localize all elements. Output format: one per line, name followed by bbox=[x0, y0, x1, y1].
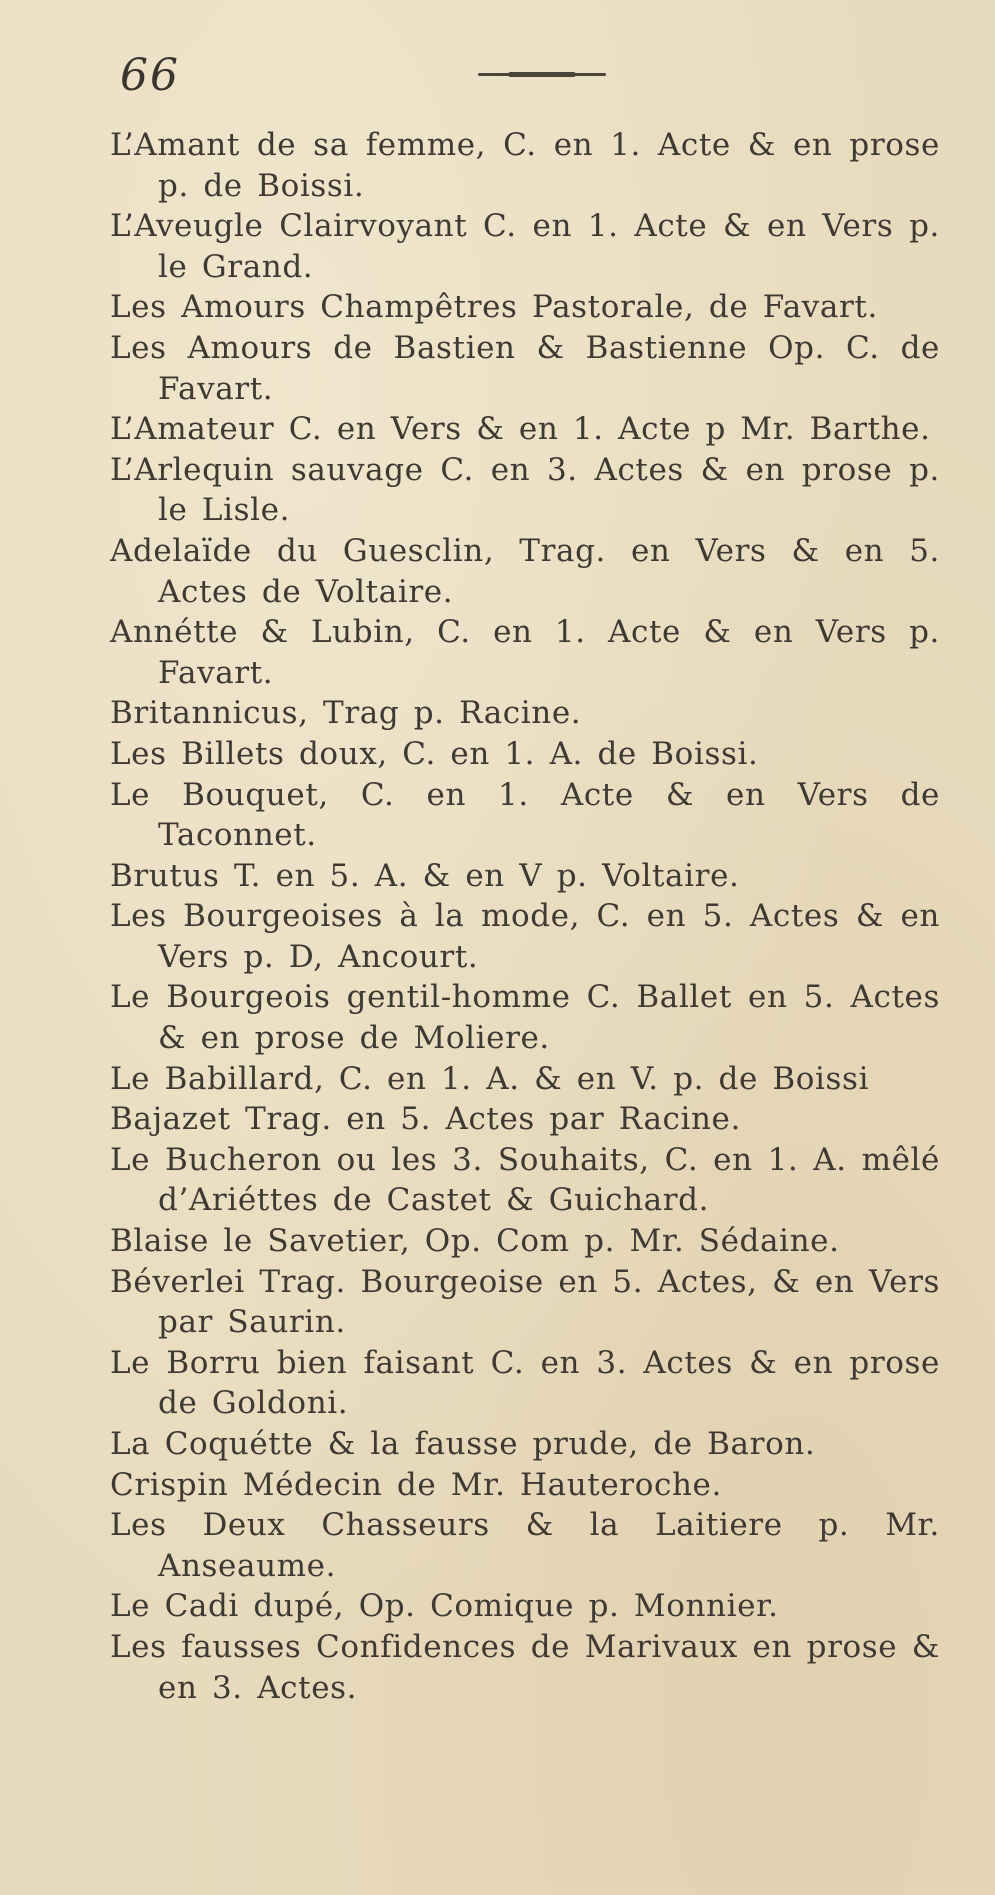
list-item: Blaise le Savetier, Op. Com p. Mr. Sédaine. bbox=[110, 1223, 840, 1260]
list-item: Crispin Médecin de Mr. Hauteroche. bbox=[110, 1466, 722, 1503]
list-item: Le Borru bien faisant C. en 3. Actes & en prose de Goldoni. bbox=[110, 1344, 940, 1422]
list-item: Les Bourgeoises à la mode, C. en 5. Actes & en Vers p. D, Ancourt. bbox=[110, 898, 940, 975]
list-item: L’Amateur C. en Vers & en 1. Acte p Mr. Barthe. bbox=[110, 411, 931, 448]
list-item: Le Bouquet, C. en 1. Acte & en Vers de Taconnet. bbox=[110, 776, 940, 854]
list-item: Annétte & Lubin, C. en 1. Acte & en Vers p. Favart. bbox=[110, 614, 940, 691]
list-item: Les Amours de Bastien & Bastienne Op. C. de Favart. bbox=[110, 329, 940, 407]
play-list bbox=[110, 125, 940, 1708]
list-item: L’Aveugle Clairvoyant C. en 1. Acte & en Vers p. le Grand. bbox=[110, 208, 940, 285]
list-item: Brutus T. en 5. A. & en V p. Voltaire. bbox=[110, 857, 740, 894]
page-number: 66 bbox=[120, 50, 180, 101]
list-item: Britannicus, Trag p. Racine. bbox=[110, 695, 582, 732]
header-ornament-rule bbox=[478, 73, 606, 76]
list-item: Bajazet Trag. en 5. Actes par Racine. bbox=[110, 1101, 741, 1138]
list-item: Les Deux Chasseurs & la Laitiere p. Mr. Anseaume. bbox=[110, 1507, 940, 1584]
list-item: Les Billets doux, C. en 1. A. de Boissi. bbox=[110, 735, 759, 772]
list-item: La Coquétte & la fausse prude, de Baron. bbox=[110, 1426, 816, 1462]
list-item: Béverlei Trag. Bourgeoise en 5. Actes, & en Vers par Saurin. bbox=[110, 1263, 940, 1341]
list-item: L’Arlequin sauvage C. en 3. Actes & en prose p. le Lisle. bbox=[110, 451, 940, 529]
list-item: L’Amant de sa femme, C. en 1. Acte & en prose p. de Boissi. bbox=[110, 127, 940, 204]
list-item: Les fausses Confidences de Marivaux en prose & en 3. Actes. bbox=[110, 1628, 940, 1706]
list-item: Le Babillard, C. en 1. A. & en V. p. de Boissi bbox=[110, 1060, 870, 1097]
list-item: Le Cadi dupé, Op. Comique p. Monnier. bbox=[110, 1588, 779, 1625]
list-item: Les Amours Champêtres Pastorale, de Favart. bbox=[110, 289, 878, 326]
list-item: Le Bucheron ou les 3. Souhaits, C. en 1. A. mêlé d’Ariéttes de Castet & Guichard. bbox=[110, 1141, 940, 1219]
list-item: Le Bourgeois gentil-homme C. Ballet en 5. Actes & en prose de Moliere. bbox=[110, 979, 940, 1057]
list-item: Adelaïde du Guesclin, Trag. en Vers & en 5. Actes de Voltaire. bbox=[110, 532, 940, 610]
